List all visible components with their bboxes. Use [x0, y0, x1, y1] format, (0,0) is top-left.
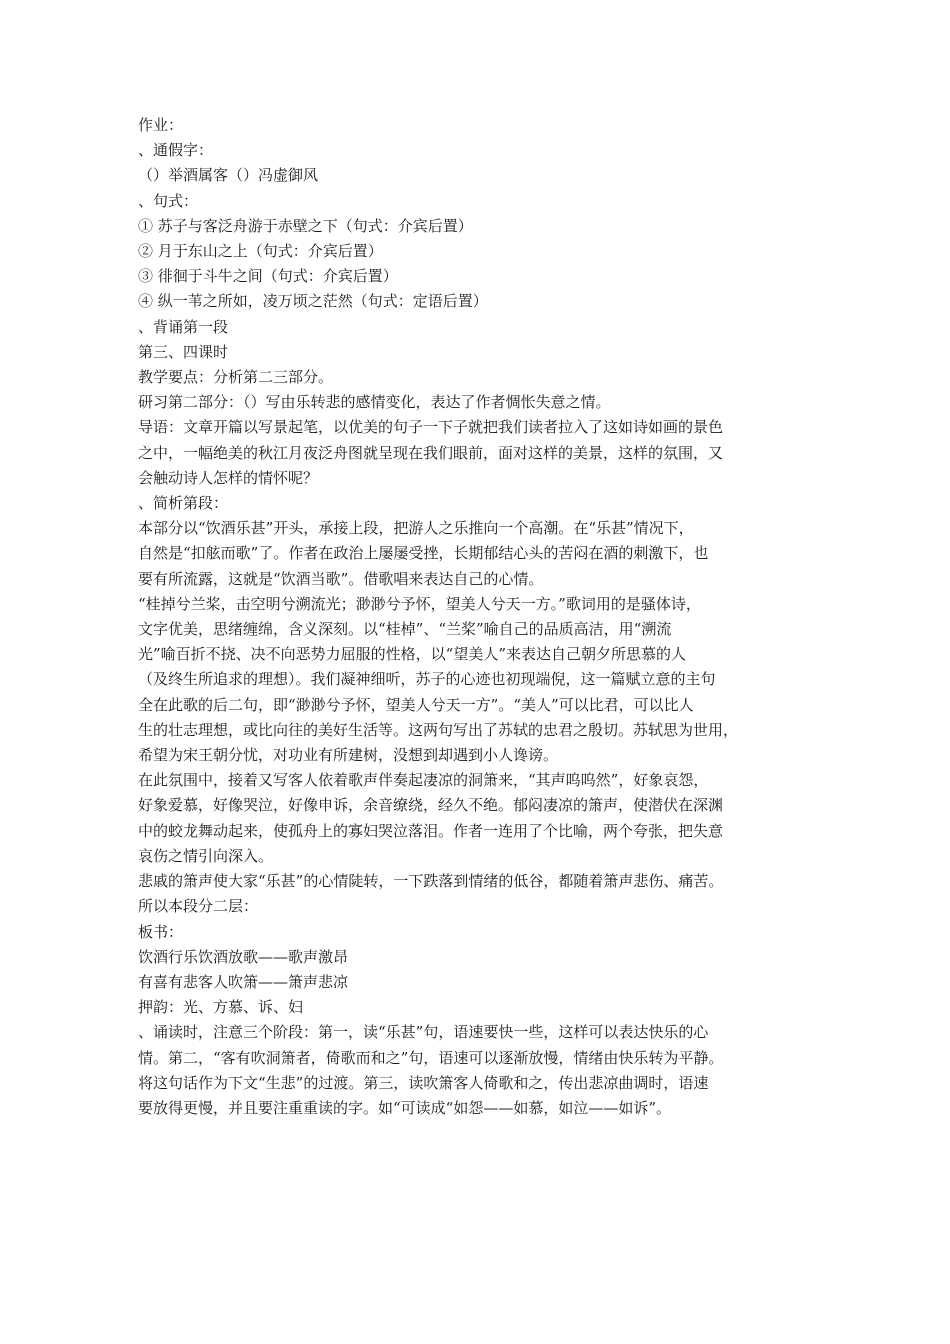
list-item: ① 苏子与客泛舟游于赤壁之下（句式：介宾后置） [138, 216, 473, 235]
paragraph-line: 光”喻百折不挠、决不向恶势力屈服的性格，以“望美人”来表达自己朝夕所思慕的人 [138, 645, 687, 664]
board-line: 押韵：光、方慕、诉、妇 [138, 998, 304, 1017]
paragraph-line: 将这句话作为下文“生悲”的过渡。第三，读吹箫客人倚歌和之，传出悲凉曲调时，语速 [138, 1073, 709, 1092]
text-line: 、简析第段： [138, 494, 229, 513]
text-line: 教学要点：分析第二三部分。 [138, 368, 334, 387]
paragraph-line: 本部分以“饮酒乐甚”开头，承接上段，把游人之乐推向一个高潮。在“乐甚”情况下， [138, 519, 694, 538]
text-line: 研习第二部分：（）写由乐转悲的感情变化，表达了作者惆怅失意之情。 [138, 393, 611, 412]
board-heading: 板书： [138, 922, 184, 941]
paragraph-line: 好象爱慕，好像哭泣，好像申诉，余音缭绕，经久不绝。郁闷凄凉的箫声，使潜伏在深渊 [138, 796, 724, 815]
paragraph-line: 要有所流露，这就是“饮酒当歌”。借歌唱来表达自己的心情。 [138, 569, 544, 588]
text-line: （）举酒属客（）冯虚御风 [138, 166, 319, 185]
paragraph-line: （及终生所追求的理想）。我们凝神细听，苏子的心迹也初现端倪，这一篇赋立意的主句 [138, 670, 716, 689]
paragraph-line: 哀伤之情引向深入。 [138, 846, 274, 865]
paragraph-line: 在此氛围中，接着又写客人依着歌声伴奏起凄凉的洞箫来，“其声呜呜然”，好象哀怨， [138, 771, 709, 790]
board-line: 有喜有悲客人吹箫——箫声悲凉 [138, 972, 349, 991]
paragraph-line: 希望为宋王朝分忧，对功业有所建树，没想到却遇到小人谗谤。 [138, 746, 559, 765]
paragraph-line: 自然是“扣舷而歌”了。作者在政治上屡屡受挫，长期郁结心头的苦闷在酒的刺激下，也 [138, 544, 709, 563]
text-line: 、通假字： [138, 141, 214, 160]
paragraph-line: 所以本段分二层： [138, 897, 259, 916]
list-item: ② 月于东山之上（句式：介宾后置） [138, 242, 383, 261]
section-heading: 第三、四课时 [138, 342, 229, 361]
paragraph-line: 会触动诗人怎样的情怀呢？ [138, 468, 319, 487]
paragraph-line: 导语：文章开篇以写景起笔，以优美的句子一下子就把我们读者拉入了这如诗如画的景色 [138, 418, 724, 437]
paragraph-line: 、诵读时，注意三个阶段：第一，读“乐甚”句，语速要快一些，这样可以表达快乐的心 [138, 1023, 709, 1042]
list-item: ③ 徘徊于斗牛之间（句式：介宾后置） [138, 267, 398, 286]
document-body [138, 113, 828, 1121]
paragraph-line: “桂掉兮兰桨，击空明兮溯流光；渺渺兮予怀，望美人兮天一方。”歌词用的是骚体诗， [138, 594, 701, 613]
paragraph-line: 情。第二，“客有吹洞箫者，倚歌而和之”句，语速可以逐渐放慢，情绪由快乐转为平静。 [138, 1048, 724, 1067]
paragraph-line: 全在此歌的后二句，即“渺渺兮予怀，望美人兮天一方”。“美人”可以比君，可以比人 [138, 695, 694, 714]
heading-homework: 作业： [138, 116, 184, 134]
text-line: 、背诵第一段 [138, 317, 229, 336]
list-item: ④ 纵一苇之所如，凌万顷之茫然（句式：定语后置） [138, 292, 488, 311]
paragraph-line: 要放得更慢，并且要注重重读的字。如“可读成“如怨——如慕，如泣——如诉”。 [138, 1098, 672, 1117]
paragraph-line: 文字优美，思绪缠绵，含义深刻。以“桂棹”、“兰桨”喻自己的品质高洁，用“溯流 [138, 620, 672, 639]
paragraph-line: 生的壮志理想，或比向往的美好生活等。这两句写出了苏轼的忠君之殷切。苏轼思为世用， [138, 720, 739, 739]
text-line: 、句式： [138, 191, 199, 210]
paragraph-line: 之中，一幅绝美的秋江月夜泛舟图就呈现在我们眼前，面对这样的美景，这样的氛围，又 [138, 443, 724, 462]
board-line: 饮酒行乐饮酒放歌——歌声激昂 [138, 947, 349, 966]
paragraph-line: 中的蛟龙舞动起来，使孤舟上的寡妇哭泣落泪。作者一连用了个比喻，两个夸张，把失意 [138, 821, 724, 840]
paragraph-line: 悲戚的箫声使大家“乐甚”的心情陡转，一下跌落到情绪的低谷，都随着箫声悲伤、痛苦。 [138, 872, 724, 891]
